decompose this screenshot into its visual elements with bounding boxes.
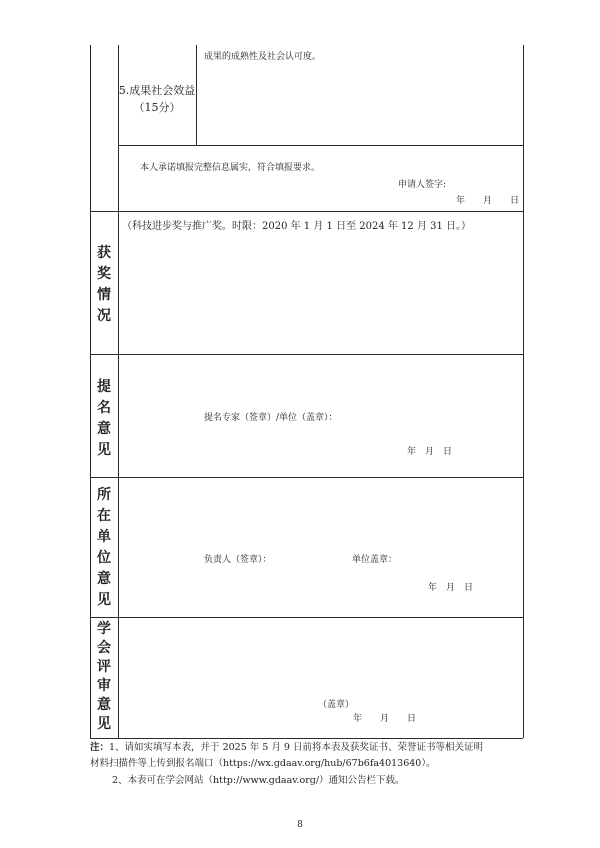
criterion-5-description: 成果的成熟性及社会认可度。 xyxy=(204,52,322,62)
row-divider-3 xyxy=(90,354,523,355)
criterion-5-label: 5.成果社会效益（15分） xyxy=(118,84,196,115)
row-divider-5 xyxy=(90,617,523,618)
review-seal-label: （盖章） xyxy=(318,700,355,710)
row-divider-4 xyxy=(90,477,523,478)
note-prefix: 注： xyxy=(90,742,110,753)
review-date: 年 月 日 xyxy=(353,714,417,724)
nomination-signature-label: 提名专家（签章）/单位（盖章）： xyxy=(204,413,338,423)
row-divider-1 xyxy=(118,145,523,146)
unit-seal-label: 单位盖章： xyxy=(352,555,398,565)
note-line-1b: 材料扫描件等上传到报名端口（https://wx.gdaav.org/hub/67b6fa4013640）。 xyxy=(90,758,436,769)
note-line-1 xyxy=(90,740,483,755)
note-line-2: 2、本表可在学会网站（http://www.gdaav.org/）通知公告栏下载。 xyxy=(112,775,405,786)
unit-opinion-section-label: 所 在 单 位 意 见 xyxy=(97,487,111,608)
page-number: 8 xyxy=(297,820,303,830)
note-line-1-text: 1、请如实填写本表，并于 2025 年 5 月 9 日前将本表及获奖证书、荣誉证书等相关证明 xyxy=(109,742,483,753)
label-column-divider xyxy=(118,45,119,738)
awards-section-label: 获 奖 情 况 xyxy=(97,245,111,324)
pledge-statement: 本人承诺填报完整信息属实，符合填报要求。 xyxy=(140,163,321,173)
unit-opinion-date: 年 月 日 xyxy=(428,583,474,593)
table-right-border xyxy=(523,45,524,738)
applicant-signature-label: 申请人签字: xyxy=(398,180,447,190)
pledge-date: 年 月 日 xyxy=(456,196,520,206)
review-section-label: 学 会 评 审 意 见 xyxy=(97,621,111,732)
criterion-column-divider xyxy=(196,45,197,145)
row-divider-2 xyxy=(90,211,523,212)
nomination-section-label: 提 名 意 见 xyxy=(97,379,111,458)
nomination-date: 年 月 日 xyxy=(407,447,453,457)
awards-hint: （科技进步奖与推广奖。时限：2020 年 1 月 1 日至 2024 年 12 月 31 日。） xyxy=(122,221,472,232)
unit-person-signature-label: 负责人（签章）： xyxy=(204,555,272,565)
table-bottom-border xyxy=(90,738,523,739)
